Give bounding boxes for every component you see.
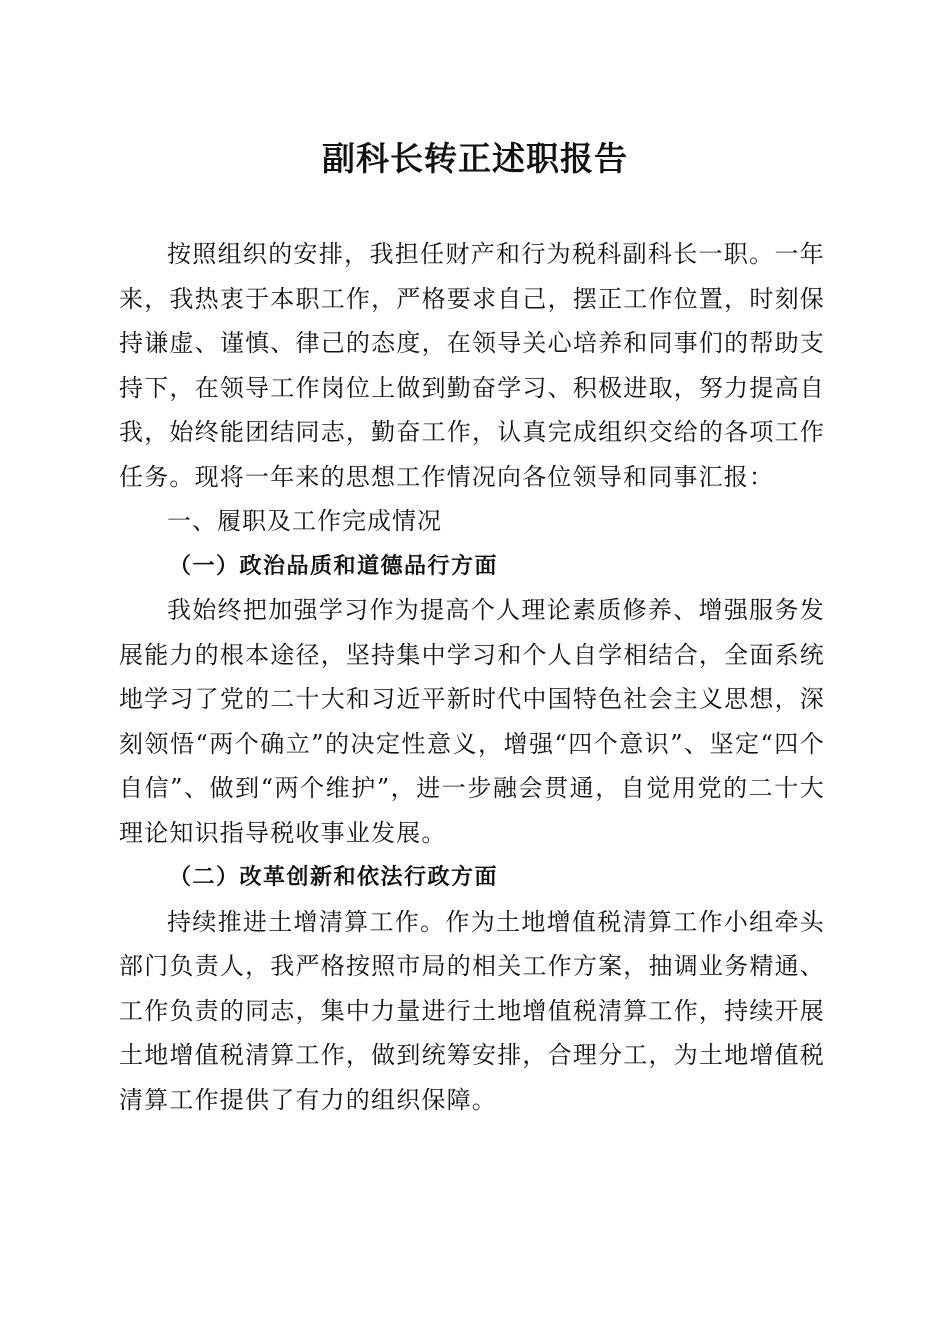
subsection-heading-1: （一）政治品质和道德品行方面 [169, 552, 499, 579]
document-title: 副科长转正述职报告 [322, 139, 628, 178]
intro-paragraph: 按照组织的安排，我担任财产和行为税科副科长一职。一年来，我热衷于本职工作，严格要求自己，摆正工作位置，时刻保持谦虚、谨慎、律己的态度，在领导关心培养和同事们的帮助支持下，在领导工作岗位上做到勤奋学习、积极进取，努力提高自我，始终能团结同志，勤奋工作，认真完成组织交给的各项工作任务。现将一年来的思想工作情况向各位领导和同事汇报： [119, 240, 825, 491]
subsection-paragraph-1: 我始终把加强学习作为提高个人理论素质修养、增强服务发展能力的根本途径，坚持集中学习和个人自学相结合，全面系统地学习了党的二十大和习近平新时代中国特色社会主义思想，深刻领悟“两个确立”的决定性意义，增强“四个意识”、坚定“四个自信”、做到“两个维护”，进一步融会贯通，自觉用党的二十大理论知识指导税收事业发展。 [119, 596, 825, 847]
section-heading-1: 一、履职及工作完成情况 [167, 507, 442, 535]
document-body [119, 232, 825, 1122]
subsection-paragraph-2: 持续推进土增清算工作。作为土地增值税清算工作小组牵头部门负责人，我严格按照市局的相关工作方案，抽调业务精通、工作负责的同志，集中力量进行土地增值税清算工作，持续开展土地增值税清算工作，做到统筹安排，合理分工，为土地增值税清算工作提供了有力的组织保障。 [119, 907, 825, 1114]
subsection-heading-2: （二）改革创新和依法行政方面 [169, 864, 499, 890]
